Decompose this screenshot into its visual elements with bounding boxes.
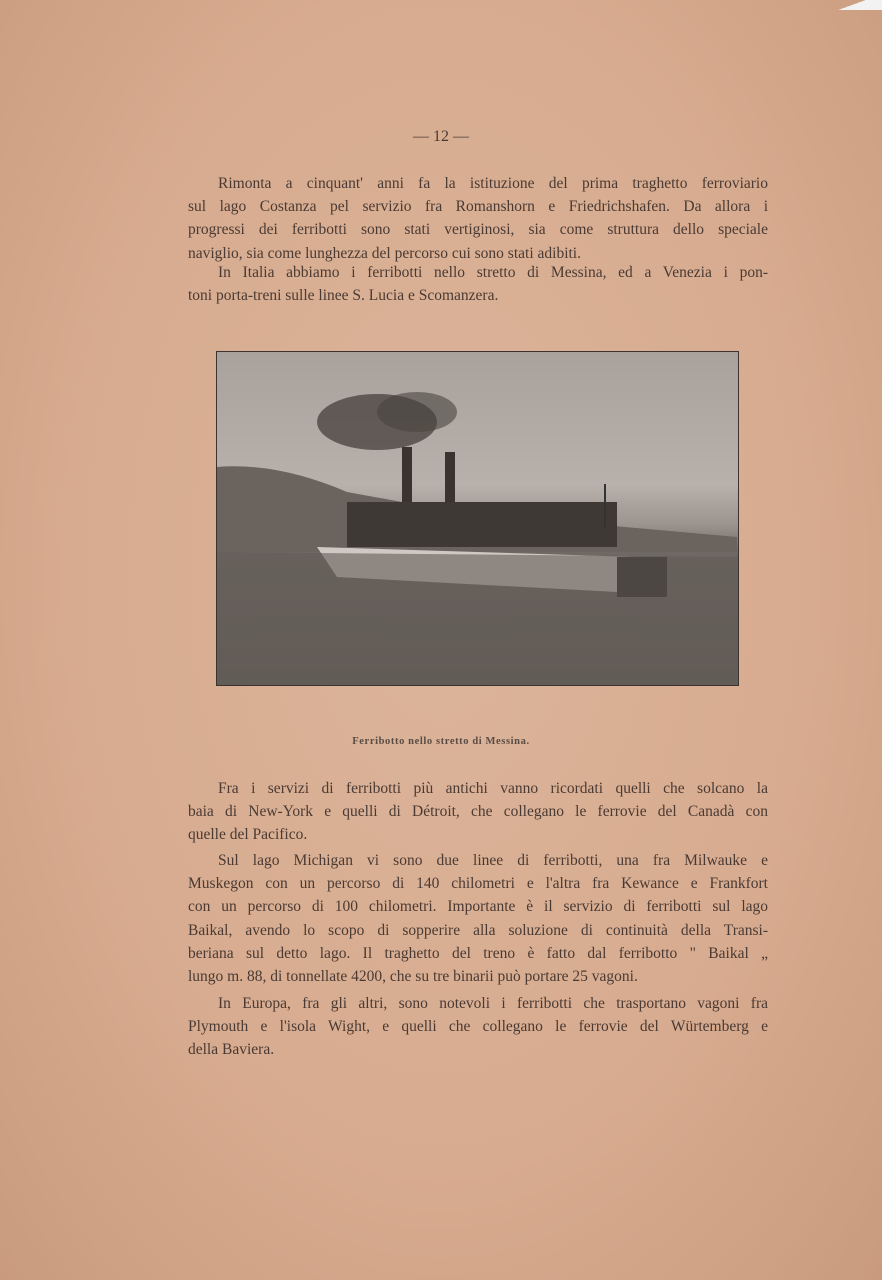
text-line: Fra i servizi di ferribotti più antichi vanno ricordati quelli che solcano la (218, 780, 768, 797)
text-line: quelle del Pacifico. (188, 826, 308, 844)
figure-caption: Ferribotto nello stretto di Messina. (352, 736, 530, 747)
page-number: — 12 — (413, 128, 469, 145)
paragraph-5 (188, 992, 768, 1062)
paragraph-2 (188, 261, 768, 307)
text-line: baia di New-York e quelli di Détroit, che collegano le ferrovie del Canadà con (188, 803, 768, 821)
paragraph-3 (188, 777, 768, 847)
text-line: della Baviera. (188, 1041, 275, 1059)
paragraph-1 (188, 172, 768, 265)
text-line: lungo m. 88, di tonnellate 4200, che su tre binarii può portare 25 vagoni. (188, 967, 638, 985)
text-line: progressi dei ferribotti sono stati vertiginosi, sia come struttura dello speciale (188, 221, 768, 239)
text-line: Rimonta a cinquant' anni fa la istituzione del prima traghetto ferroviario (218, 175, 768, 192)
text-line: beriana sul detto lago. Il traghetto del treno è fatto dal ferribotto " Baikal „ (188, 944, 768, 962)
text-line: con un percorso di 100 chilometri. Importante è il servizio di ferribotti sul lago (188, 898, 768, 916)
text-line: Muskegon con un percorso di 140 chilometri e l'altra fra Kewance e Frankfort (188, 875, 768, 893)
text-line: toni porta-treni sulle linee S. Lucia e Scomanzera. (188, 287, 499, 305)
paragraph-4 (188, 849, 768, 988)
ferry-photograph (216, 351, 739, 686)
text-line: Baikal, avendo lo scopo di sopperire alla soluzione di continuità della Transi- (188, 921, 768, 939)
text-line: sul lago Costanza pel servizio fra Romanshorn e Friedrichshafen. Da allora i (188, 198, 768, 216)
text-line: Plymouth e l'isola Wight, e quelli che collegano le ferrovie del Würtemberg e (188, 1018, 768, 1036)
text-line: In Europa, fra gli altri, sono notevoli i ferribotti che trasportano vagoni fra (218, 995, 768, 1012)
text-line: naviglio, sia come lunghezza del percorso cui sono stati adibiti. (188, 244, 581, 262)
text-line: Sul lago Michigan vi sono due linee di ferribotti, una fra Milwauke e (218, 852, 768, 869)
text-line: In Italia abbiamo i ferribotti nello stretto di Messina, ed a Venezia i pon- (218, 264, 768, 281)
page-corner (822, 0, 882, 10)
